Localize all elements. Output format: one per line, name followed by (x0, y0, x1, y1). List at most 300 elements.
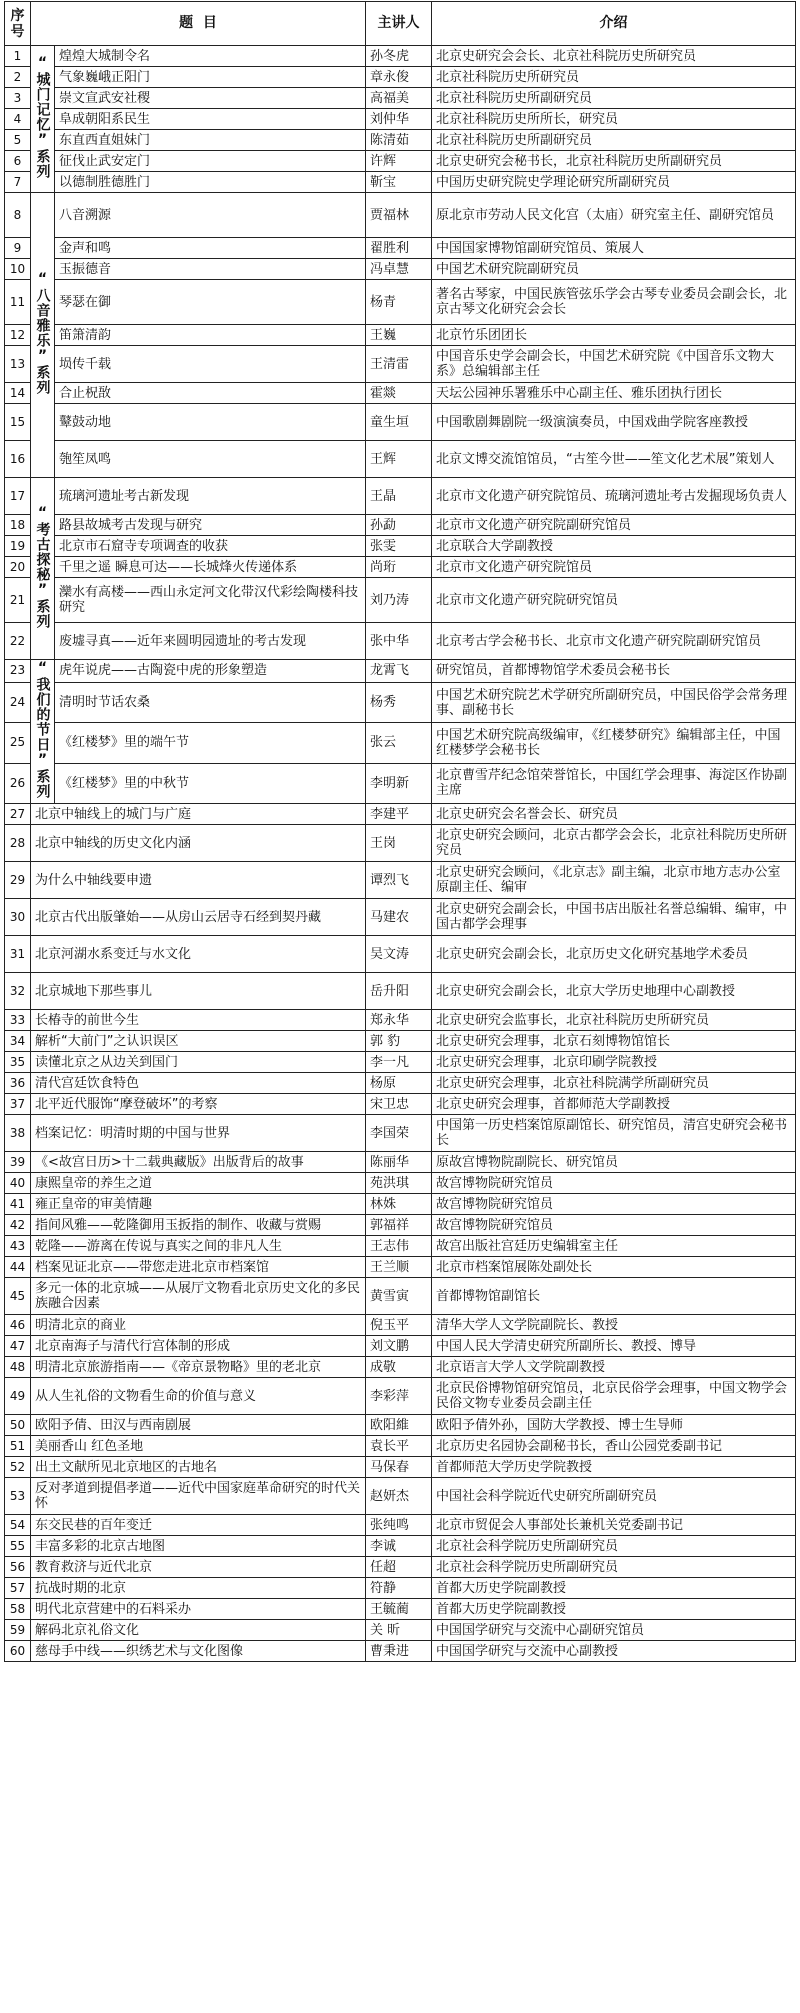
lecture-title: 长椿寺的前世今生 (31, 1010, 366, 1031)
series-label (31, 478, 55, 660)
table-row (5, 1031, 796, 1052)
lecture-title: 明清北京的商业 (31, 1315, 366, 1336)
table-row (5, 1378, 796, 1415)
lecture-title: 八音溯源 (55, 193, 366, 238)
header-row (5, 2, 796, 46)
lecture-title: 北京城地下那些事儿 (31, 973, 366, 1010)
table-row (5, 1478, 796, 1515)
row-number: 37 (5, 1094, 31, 1115)
row-number: 45 (5, 1278, 31, 1315)
lecture-title: 埙传千载 (55, 346, 366, 383)
row-number: 10 (5, 259, 31, 280)
table-row (5, 1515, 796, 1536)
lecture-title: 读懂北京之从边关到国门 (31, 1052, 366, 1073)
row-number: 59 (5, 1620, 31, 1641)
speaker-intro: 中国歌剧舞剧院一级演演奏员，中国戏曲学院客座教授 (432, 404, 796, 441)
row-number: 53 (5, 1478, 31, 1515)
lecture-title: 抗战时期的北京 (31, 1578, 366, 1599)
speaker-name: 关 昕 (366, 1620, 432, 1641)
lecture-title: 慈母手中线——织绣艺术与文化图像 (31, 1641, 366, 1662)
speaker-intro: 北京史研究会名誉会长、研究员 (432, 804, 796, 825)
row-number: 39 (5, 1152, 31, 1173)
speaker-name: 陈丽华 (366, 1152, 432, 1173)
lecture-title: 雍正皇帝的审美情趣 (31, 1194, 366, 1215)
speaker-name: 倪玉平 (366, 1315, 432, 1336)
speaker-intro: 北京历史名园协会副秘书长，香山公园党委副书记 (432, 1436, 796, 1457)
speaker-intro: 北京史研究会理事，首都师范大学副教授 (432, 1094, 796, 1115)
speaker-name: 马建农 (366, 899, 432, 936)
row-number: 27 (5, 804, 31, 825)
table-row (5, 623, 796, 660)
speaker-intro: 中国人民大学清史研究所副所长、教授、博导 (432, 1336, 796, 1357)
lecture-title: 金声和鸣 (55, 238, 366, 259)
row-number: 41 (5, 1194, 31, 1215)
speaker-name: 杨青 (366, 280, 432, 325)
lecture-title: 美丽香山 红色圣地 (31, 1436, 366, 1457)
header-no-label: 序号 (10, 7, 25, 40)
lecture-title: 灤水有高楼——西山永定河文化带汉代彩绘陶楼科技研究 (55, 578, 366, 623)
lecture-title: 出土文献所见北京地区的古地名 (31, 1457, 366, 1478)
lecture-title: 北平近代服饰“摩登破坏”的考察 (31, 1094, 366, 1115)
row-number: 56 (5, 1557, 31, 1578)
speaker-intro: 北京史研究会监事长，北京社科院历史所研究员 (432, 1010, 796, 1031)
lecture-title: 北京河湖水系变迁与水文化 (31, 936, 366, 973)
lecture-title: 征伐止武安定门 (55, 151, 366, 172)
row-number: 48 (5, 1357, 31, 1378)
lecture-title: 档案记忆：明清时期的中国与世界 (31, 1115, 366, 1152)
speaker-intro: 天坛公园神乐署雅乐中心副主任、雅乐团执行团长 (432, 383, 796, 404)
row-number: 34 (5, 1031, 31, 1052)
lecture-title: 解析“大前门”之认识误区 (31, 1031, 366, 1052)
row-number: 20 (5, 557, 31, 578)
table-row (5, 763, 796, 803)
table-row (5, 259, 796, 280)
lecture-title: 路县故城考古发现与研究 (55, 515, 366, 536)
speaker-intro: 故宫博物院研究馆员 (432, 1194, 796, 1215)
speaker-intro: 北京史研究会副会长，中国书店出版社名誉总编辑、编审，中国古都学会理事 (432, 899, 796, 936)
speaker-name: 刘文鹏 (366, 1336, 432, 1357)
row-number: 26 (5, 763, 31, 803)
lecture-title: 合止柷敔 (55, 383, 366, 404)
table-body (5, 46, 796, 1662)
row-number: 16 (5, 441, 31, 478)
lecture-title: 档案见证北京——带您走进北京市档案馆 (31, 1257, 366, 1278)
row-number: 38 (5, 1115, 31, 1152)
row-number: 9 (5, 238, 31, 259)
speaker-intro: 北京史研究会会长、北京社科院历史所研究员 (432, 46, 796, 67)
table-row (5, 1236, 796, 1257)
speaker-name: 赵妍杰 (366, 1478, 432, 1515)
row-number: 55 (5, 1536, 31, 1557)
lecture-title: 崇文宣武安社稷 (55, 88, 366, 109)
lecture-title: 琴瑟在御 (55, 280, 366, 325)
row-number: 23 (5, 660, 31, 683)
row-number: 11 (5, 280, 31, 325)
table-row (5, 151, 796, 172)
speaker-name: 李建平 (366, 804, 432, 825)
row-number: 42 (5, 1215, 31, 1236)
speaker-name: 陈清茹 (366, 130, 432, 151)
table-row (5, 109, 796, 130)
row-number: 15 (5, 404, 31, 441)
table-row (5, 578, 796, 623)
table-row (5, 1436, 796, 1457)
row-number: 13 (5, 346, 31, 383)
speaker-name: 章永俊 (366, 67, 432, 88)
speaker-name: 马保春 (366, 1457, 432, 1478)
row-number: 43 (5, 1236, 31, 1257)
table-row (5, 1094, 796, 1115)
row-number: 44 (5, 1257, 31, 1278)
speaker-name: 李诚 (366, 1536, 432, 1557)
row-number: 12 (5, 325, 31, 346)
series-label (31, 193, 55, 478)
speaker-intro: 首都大历史学院副教授 (432, 1599, 796, 1620)
speaker-name: 杨秀 (366, 682, 432, 722)
lecture-title: 乾隆——游离在传说与真实之间的非凡人生 (31, 1236, 366, 1257)
speaker-intro: 中国音乐史学会副会长，中国艺术研究院《中国音乐文物大系》总编辑部主任 (432, 346, 796, 383)
lecture-title: 明清北京旅游指南——《帝京景物略》里的老北京 (31, 1357, 366, 1378)
table-row (5, 1415, 796, 1436)
row-number: 18 (5, 515, 31, 536)
speaker-name: 刘乃涛 (366, 578, 432, 623)
speaker-name: 王巍 (366, 325, 432, 346)
table-row (5, 1115, 796, 1152)
table-row (5, 1257, 796, 1278)
speaker-intro: 中国社会科学院近代史研究所副研究员 (432, 1478, 796, 1515)
row-number: 31 (5, 936, 31, 973)
speaker-name: 张云 (366, 723, 432, 763)
speaker-intro: 北京社会科学院历史所副研究员 (432, 1536, 796, 1557)
speaker-name: 许辉 (366, 151, 432, 172)
speaker-intro: 故宫博物院研究馆员 (432, 1215, 796, 1236)
table-row (5, 1010, 796, 1031)
table-row (5, 1215, 796, 1236)
speaker-intro: 北京市文化遗产研究院馆员 (432, 557, 796, 578)
table-row (5, 862, 796, 899)
speaker-name: 李国荣 (366, 1115, 432, 1152)
table-row (5, 825, 796, 862)
lecture-title: 鼙鼓动地 (55, 404, 366, 441)
series-name: “考古探秘”系列 (34, 504, 51, 629)
speaker-intro: 北京社科院历史所副研究员 (432, 130, 796, 151)
lecture-title: 欧阳予倩、田汉与西南剧展 (31, 1415, 366, 1436)
speaker-name: 孙冬虎 (366, 46, 432, 67)
speaker-intro: 北京史研究会理事，北京印刷学院教授 (432, 1052, 796, 1073)
table-row (5, 1194, 796, 1215)
table-row (5, 804, 796, 825)
row-number: 49 (5, 1378, 31, 1415)
speaker-name: 谭烈飞 (366, 862, 432, 899)
lecture-title: 多元一体的北京城——从展厅文物看北京历史文化的多民族融合因素 (31, 1278, 366, 1315)
lecture-title: 气象巍峨正阳门 (55, 67, 366, 88)
speaker-name: 王晶 (366, 478, 432, 515)
speaker-intro: 北京社会科学院历史所副研究员 (432, 1557, 796, 1578)
speaker-intro: 北京史研究会理事，北京社科院满学所副研究员 (432, 1073, 796, 1094)
speaker-intro: 北京市文化遗产研究院副研究馆员 (432, 515, 796, 536)
speaker-intro: 中国艺术研究院艺术学研究所副研究员，中国民俗学会常务理事、副秘书长 (432, 682, 796, 722)
speaker-name: 贾福林 (366, 193, 432, 238)
row-number: 21 (5, 578, 31, 623)
series-label (31, 660, 55, 804)
table-row (5, 1315, 796, 1336)
lecture-title: 解码北京礼俗文化 (31, 1620, 366, 1641)
speaker-name: 郑永华 (366, 1010, 432, 1031)
speaker-name: 翟胜利 (366, 238, 432, 259)
table-row (5, 1620, 796, 1641)
speaker-name: 王岗 (366, 825, 432, 862)
speaker-intro: 首都大历史学院副教授 (432, 1578, 796, 1599)
speaker-name: 黄雪寅 (366, 1278, 432, 1315)
table-row (5, 557, 796, 578)
speaker-intro: 北京市文化遗产研究院馆员、琉璃河遗址考古发掘现场负责人 (432, 478, 796, 515)
header-title: 题 目 (31, 2, 366, 46)
lecture-title: 匏笙凤鸣 (55, 441, 366, 478)
speaker-intro: 北京社科院历史所研究员 (432, 67, 796, 88)
lecture-title: 千里之遥 瞬息可达——长城烽火传递体系 (55, 557, 366, 578)
lecture-title: 《红楼梦》里的端午节 (55, 723, 366, 763)
table-row (5, 1152, 796, 1173)
speaker-intro: 中国国家博物馆副研究馆员、策展人 (432, 238, 796, 259)
speaker-intro: 中国艺术研究院副研究员 (432, 259, 796, 280)
row-number: 22 (5, 623, 31, 660)
speaker-intro: 原北京市劳动人民文化宫（太庙）研究室主任、副研究馆员 (432, 193, 796, 238)
speaker-intro: 欧阳予倩外孙，国防大学教授、博士生导师 (432, 1415, 796, 1436)
row-number: 51 (5, 1436, 31, 1457)
speaker-intro: 北京社科院历史所所长，研究员 (432, 109, 796, 130)
row-number: 54 (5, 1515, 31, 1536)
speaker-intro: 清华大学人文学院副院长、教授 (432, 1315, 796, 1336)
speaker-intro: 北京市文化遗产研究院研究馆员 (432, 578, 796, 623)
lecture-title: 《红楼梦》里的中秋节 (55, 763, 366, 803)
table-row (5, 682, 796, 722)
series-label (31, 46, 55, 193)
row-number: 1 (5, 46, 31, 67)
row-number: 57 (5, 1578, 31, 1599)
lecture-title: 《<故宫日历>十二载典藏版》出版背后的故事 (31, 1152, 366, 1173)
table-row (5, 280, 796, 325)
speaker-intro: 北京史研究会顾问，北京古都学会会长，北京社科院历史所研究员 (432, 825, 796, 862)
lecture-title: 清明时节话农桑 (55, 682, 366, 722)
row-number: 25 (5, 723, 31, 763)
speaker-intro: 中国第一历史档案馆原副馆长、研究馆员，清宫史研究会秘书长 (432, 1115, 796, 1152)
table-row (5, 973, 796, 1010)
speaker-name: 宋卫忠 (366, 1094, 432, 1115)
row-number: 50 (5, 1415, 31, 1436)
table-row (5, 1457, 796, 1478)
row-number: 36 (5, 1073, 31, 1094)
speaker-name: 林姝 (366, 1194, 432, 1215)
table-row (5, 1641, 796, 1662)
table-row (5, 936, 796, 973)
speaker-name: 张雯 (366, 536, 432, 557)
table-row (5, 238, 796, 259)
speaker-name: 冯卓慧 (366, 259, 432, 280)
table-row (5, 899, 796, 936)
speaker-intro: 北京史研究会顾问，《北京志》副主编，北京市地方志办公室原副主任、编审 (432, 862, 796, 899)
speaker-name: 曹秉进 (366, 1641, 432, 1662)
speaker-name: 王兰顺 (366, 1257, 432, 1278)
series-name: “城门记忆”系列 (34, 55, 51, 179)
table-row (5, 1536, 796, 1557)
table-row (5, 88, 796, 109)
lecture-title: 阜成朝阳系民生 (55, 109, 366, 130)
table-row (5, 1336, 796, 1357)
lecture-title: 北京古代出版肇始——从房山云居寺石经到契丹藏 (31, 899, 366, 936)
header-no (5, 2, 31, 46)
table-row (5, 1557, 796, 1578)
table-row (5, 325, 796, 346)
lecture-title: 北京中轴线的历史文化内涵 (31, 825, 366, 862)
lecture-table (4, 1, 796, 1662)
speaker-name: 杨原 (366, 1073, 432, 1094)
lecture-title: 丰富多彩的北京古地图 (31, 1536, 366, 1557)
speaker-intro: 北京竹乐团团长 (432, 325, 796, 346)
speaker-intro: 著名古琴家，中国民族管弦乐学会古琴专业委员会副会长，北京古琴文化研究会会长 (432, 280, 796, 325)
row-number: 60 (5, 1641, 31, 1662)
table-row (5, 1073, 796, 1094)
header-speaker: 主讲人 (366, 2, 432, 46)
speaker-name: 岳升阳 (366, 973, 432, 1010)
speaker-name: 任超 (366, 1557, 432, 1578)
table-row (5, 441, 796, 478)
lecture-title: 清代宫廷饮食特色 (31, 1073, 366, 1094)
speaker-intro: 北京市档案馆展陈处副处长 (432, 1257, 796, 1278)
speaker-name: 尚珩 (366, 557, 432, 578)
speaker-intro: 北京语言大学人文学院副教授 (432, 1357, 796, 1378)
lecture-title: 以德制胜德胜门 (55, 172, 366, 193)
speaker-name: 李一凡 (366, 1052, 432, 1073)
speaker-name: 王志伟 (366, 1236, 432, 1257)
lecture-title: 从人生礼俗的文物看生命的价值与意义 (31, 1378, 366, 1415)
row-number: 30 (5, 899, 31, 936)
speaker-name: 李彩萍 (366, 1378, 432, 1415)
series-name: “八音雅乐”系列 (34, 271, 51, 395)
row-number: 47 (5, 1336, 31, 1357)
table-row (5, 1173, 796, 1194)
row-number: 19 (5, 536, 31, 557)
lecture-title: 为什么中轴线要申遗 (31, 862, 366, 899)
speaker-name: 孙勐 (366, 515, 432, 536)
row-number: 29 (5, 862, 31, 899)
speaker-name: 郭 豹 (366, 1031, 432, 1052)
row-number: 35 (5, 1052, 31, 1073)
speaker-intro: 研究馆员，首都博物馆学术委员会秘书长 (432, 660, 796, 683)
speaker-name: 袁长平 (366, 1436, 432, 1457)
row-number: 7 (5, 172, 31, 193)
lecture-title: 反对孝道到提倡孝道——近代中国家庭革命研究的时代关怀 (31, 1478, 366, 1515)
table-row (5, 67, 796, 88)
speaker-intro: 北京曹雪芹纪念馆荣誉馆长，中国红学会理事、海淀区作协副主席 (432, 763, 796, 803)
speaker-name: 郭福祥 (366, 1215, 432, 1236)
lecture-title: 教育救济与近代北京 (31, 1557, 366, 1578)
speaker-intro: 故宫出版社宫廷历史编辑室主任 (432, 1236, 796, 1257)
speaker-intro: 北京史研究会秘书长，北京社科院历史所副研究员 (432, 151, 796, 172)
row-number: 6 (5, 151, 31, 172)
table-row (5, 723, 796, 763)
table-row (5, 172, 796, 193)
speaker-intro: 中国艺术研究院高级编审，《红楼梦研究》编辑部主任，中国红楼梦学会秘书长 (432, 723, 796, 763)
lecture-title: 琉璃河遗址考古新发现 (55, 478, 366, 515)
row-number: 32 (5, 973, 31, 1010)
speaker-intro: 北京考古学会秘书长、北京市文化遗产研究院副研究馆员 (432, 623, 796, 660)
lecture-title: 北京南海子与清代行宫体制的形成 (31, 1336, 366, 1357)
lecture-title: 煌煌大城制令名 (55, 46, 366, 67)
speaker-intro: 首都师范大学历史学院教授 (432, 1457, 796, 1478)
row-number: 40 (5, 1173, 31, 1194)
table-row (5, 46, 796, 67)
lecture-title: 废墟寻真——近年来圆明园遗址的考古发现 (55, 623, 366, 660)
speaker-intro: 中国国学研究与交流中心副教授 (432, 1641, 796, 1662)
speaker-name: 吴文涛 (366, 936, 432, 973)
series-name: “我们的节日”系列 (34, 660, 51, 799)
speaker-name: 童生垣 (366, 404, 432, 441)
lecture-title: 东交民巷的百年变迁 (31, 1515, 366, 1536)
speaker-intro: 北京市贸促会人事部处长兼机关党委副书记 (432, 1515, 796, 1536)
row-number: 24 (5, 682, 31, 722)
speaker-intro: 北京社科院历史所副研究员 (432, 88, 796, 109)
lecture-title: 东直西直姐妹门 (55, 130, 366, 151)
lecture-title: 明代北京营建中的石料采办 (31, 1599, 366, 1620)
row-number: 52 (5, 1457, 31, 1478)
table-row (5, 1052, 796, 1073)
speaker-name: 张纯鸣 (366, 1515, 432, 1536)
lecture-title: 玉振德音 (55, 259, 366, 280)
lecture-title: 笛箫清韵 (55, 325, 366, 346)
table-row (5, 346, 796, 383)
speaker-name: 王毓蔺 (366, 1599, 432, 1620)
table-row (5, 515, 796, 536)
table-row (5, 1599, 796, 1620)
speaker-intro: 北京民俗博物馆研究馆员，北京民俗学会理事，中国文物学会民俗文物专业委员会副主任 (432, 1378, 796, 1415)
speaker-intro: 首都博物馆副馆长 (432, 1278, 796, 1315)
speaker-intro: 原故宫博物院副院长、研究馆员 (432, 1152, 796, 1173)
speaker-name: 霍燚 (366, 383, 432, 404)
row-number: 46 (5, 1315, 31, 1336)
row-number: 28 (5, 825, 31, 862)
speaker-name: 龙霄飞 (366, 660, 432, 683)
table-row (5, 383, 796, 404)
lecture-title: 虎年说虎——古陶瓷中虎的形象塑造 (55, 660, 366, 683)
speaker-name: 张中华 (366, 623, 432, 660)
speaker-intro: 北京史研究会副会长，北京大学历史地理中心副教授 (432, 973, 796, 1010)
speaker-intro: 中国历史研究院史学理论研究所副研究员 (432, 172, 796, 193)
speaker-name: 李明新 (366, 763, 432, 803)
speaker-intro: 北京联合大学副教授 (432, 536, 796, 557)
table-row (5, 660, 796, 683)
table-row (5, 1357, 796, 1378)
row-number: 3 (5, 88, 31, 109)
speaker-name: 王辉 (366, 441, 432, 478)
lecture-title: 北京中轴线上的城门与广庭 (31, 804, 366, 825)
lecture-title: 北京市石窟寺专项调查的收获 (55, 536, 366, 557)
header-intro: 介绍 (432, 2, 796, 46)
row-number: 4 (5, 109, 31, 130)
row-number: 33 (5, 1010, 31, 1031)
table-row (5, 130, 796, 151)
speaker-intro: 北京史研究会理事，北京石刻博物馆馆长 (432, 1031, 796, 1052)
row-number: 14 (5, 383, 31, 404)
lecture-title: 指间风雅——乾隆御用玉扳指的制作、收藏与赏赐 (31, 1215, 366, 1236)
speaker-name: 苑洪琪 (366, 1173, 432, 1194)
table-row (5, 1278, 796, 1315)
speaker-name: 欧阳維 (366, 1415, 432, 1436)
speaker-intro: 北京文博交流馆馆员，“古笙今世——笙文化艺术展”策划人 (432, 441, 796, 478)
speaker-name: 符静 (366, 1578, 432, 1599)
speaker-intro: 北京史研究会副会长，北京历史文化研究基地学术委员 (432, 936, 796, 973)
table-row (5, 478, 796, 515)
table-row (5, 536, 796, 557)
